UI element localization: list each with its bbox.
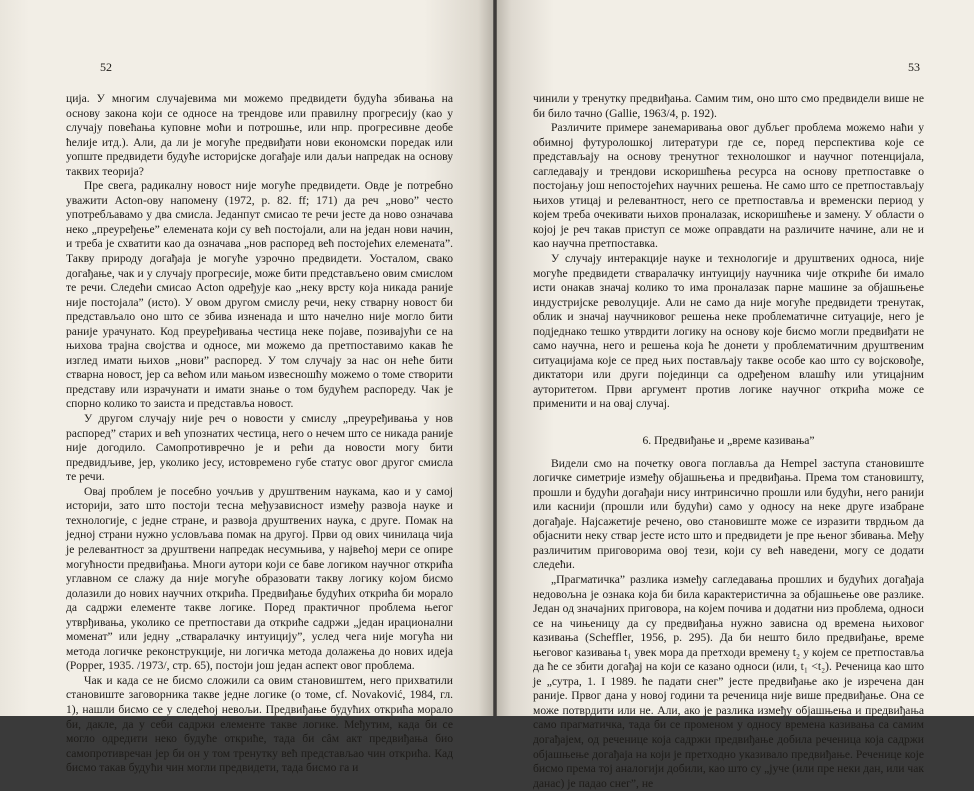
paragraph: „Прагматичка” разлика између сагледавања прошлих и будућих догађаја недовољна је ознака која би била карактеристична за објашњење ове разлике. Један од значајних приговора, на којем почива и додатни низ проблема, односи се на чињеницу да су предвиђања нужно зависна од времена њиховог казивања (Scheffler, 1956, p. 295). Да би нешто било предвиђање, време његовог казивања t₁ увек мора да претходи времену t₂ у којем се претпоставља да ће се збити догађај на који се казано односи (или, t₁ <t₂). Реченица као што је „сутра, 1. I 1989. ће падати снег” јесте предвиђање ако је изречена дан раније. Првог дана у новој години та реченица није више предвиђање. Она се може потврдити или не. Али, ако је разлика између објашњења и предвиђања само прагматичка, тада би се променом у односу времена казивања са самим догађајем, од реченице која садржи предвиђање добила реченица која садржи објашњење догађаја на који је претходно указивало предвиђање. Реченице које бисмо према тој аналогији добили, као што су „јуче (или пре неки дан, или чак данас) је падао снег”, не: [533, 572, 925, 790]
paragraph: У другом случају није реч о новости у смислу „преуређивања у нов распоред” старих и већ упознатих честица, него о нечем што се никада раније није догодило. Самопротивречно је и рећи да новости могу бити предвидљиве, јер, уколико јесу, истовремено губе статус овог другог смисла те речи.: [66, 412, 453, 484]
section-heading: 6. Предвиђање и „време казивања”: [642, 434, 815, 448]
paragraph: Овај проблем је посебно уочљив у друштвеним наукама, као и у самој историји, зато што постоји тесна међузависност између развоја науке и технологије, с једне стране, и развоја друштвених наука, с друге. Помак на једној страни нужно условљава помак на другој. Први од ових чинилаца чија је релевантност за друштвени напредак несумњива, у највећој мери се опире могућности предвиђања. Многи аутори који се баве логиком научног открића углавном се слажу да није могуће образовати такву логику којом бисмо долазили до нових научних открића. Предвиђање будућих открића би морало да садржи елементе такве логике. Поред практичног проблема његог утврђивања, уколико се претпостави да откриће садржи „један ирационални моменат” или једну „стваралачку интуицију”, услед чега није могућа ни метода логичке реконструкције, ни логичка метода долажења до нових идеја (Popper, 1935. /1973/, стр. 65), постоји још један аспект овог проблема.: [66, 484, 453, 673]
paragraph: ција. У многим случајевима ми можемо предвидети будућа збивања на основу закона који се односе на трендове или правилну прогресију (као у случају повећања куповне моћи и потрошње, или нпр. прогресивне деобе ћелије итд.). Али, да ли је могуће предвиђати нови економски поредак или уопште предвидети будуће историјске догађаје или даљи напредак на основу таквих теорија?: [66, 92, 453, 178]
paragraph: Чак и када се не бисмо сложили са овим становиштем, него прихватили становиште заговорника такве једне логике (о томе, cf. Novaković, 1984, гл. 1), нашли бисмо се у следећој невољи. Предвиђање будућих открића морало би, дакле, да у себи садржи елементе такве логике. Међутим, када би се могло одредити неко будуће откриће, тада би сâм акт предвиђања био самопротивречан јер би он у том тренутку већ представљао чин открића. Кад бисмо такав будући чин могли предвидети, тада бисмо га и: [66, 673, 453, 775]
left-page: [0, 0, 493, 775]
right-page-text: [533, 92, 924, 791]
paragraph: чинили у тренутку предвиђања. Самим тим, оно што смо предвидели више не би било тачно (Gallie, 1963/4, p. 192).: [533, 92, 924, 120]
page-number: 52: [100, 60, 112, 74]
paragraph: Пре свега, радикалну новост није могуће предвидети. Овде је потребно уважити Acton-ову напомену (1972, p. 82. ff; 171) да реч „ново” често употребљавамо у два смисла. Једанпут смисао те речи јесте да ново означава неко „преуређење” елемената који су већ постојали, али на један нови начин, и треба је схватити као да означава „нов распоред већ постојећих елемената”. Такву природу догађаја је могуће узрочно предвидети. Уосталом, свако догађање, чак и у случају прогресије, може бити представљено овим смислом те речи. Следећи смисао Acton одређује као „неку врсту која никада раније није постојала” (исто). У овом другом смислу речи, неку стварну новост би представљало оно што се збива изненада и што начелно није могло бити раније урачунато. Код преуређивања честица неке појаве, позивајући се на њихова трајна својства и односе, ми можемо да претпоставимо какав ће изглед имати њихов „нови” распоред. У том случају за нас он неће бити стварна новост, јер са већом или мањом извесношћу можемо о томе створити представу или израчунати и имати знање о том будућем распореду. Чак је спорно колико то заиста и представља новост.: [66, 179, 453, 411]
paragraph: У случају интеракције науке и технологије и друштвених односа, није могуће предвидети стваралачку интуицију научника чије откриће би имало исти онакав значај колико то има проналазак парне машине за објашњење индустријске револуције. Али не само да није могуће предвидети тренутак, облик и значај научниковог решења неке проблематичне ситуације, него је подједнако тешко утврдити логику на основу које бисмо могли предвиђати не само научна, него и решења која ће донети у проблематичним друштвеним ситуацијама које се пред њих постављају такве особе као што су војсковође, диктатори или други појединци са одређеном влашћу или утицајним ауторитетом. Први аргумент против логике научног открића може се применити и на овај случај.: [533, 252, 924, 411]
paragraph: Видели смо на почетку овога поглавља да Hempel заступа становиште логичке симетрије између објашњења и предвиђања. Према том становишту, прошли и будући догађаји нису интринсично прошли или будући, него ранији или каснији (прошли или будући) само у односу на неке друге изабране догађаје. Најсажетије речено, ово становиште може се изразити тврдњом да објаснити неку ствар јесте исто што и предвидети је пре њеног збивања. Међу различитим приговорима овој тези, који су већ наведени, могу се додати следећи.: [533, 456, 924, 572]
paragraph: Различите примере занемаривања овог дубљег проблема можемо наћи у обимној футуролошкој литератури где се, поред перспектива које се представљају на основу тренутног технолошког и научног потенцијала, сагледавају и трендови искоришћења ресурса на основу претпоставке о постојању још непостојећих научних решења. Не само што се претпостављају њихов утицај и релевантност, него се претпоставља и временски период у којем треба очекивати њихов проналазак, искоришћење и замену. У области о којој је реч такав приступ се може оправдати на различите начине, али не и као научна претпоставка.: [533, 121, 924, 251]
page-number: 53: [908, 60, 920, 74]
left-page-text: [66, 92, 453, 776]
right-page: [497, 0, 974, 790]
